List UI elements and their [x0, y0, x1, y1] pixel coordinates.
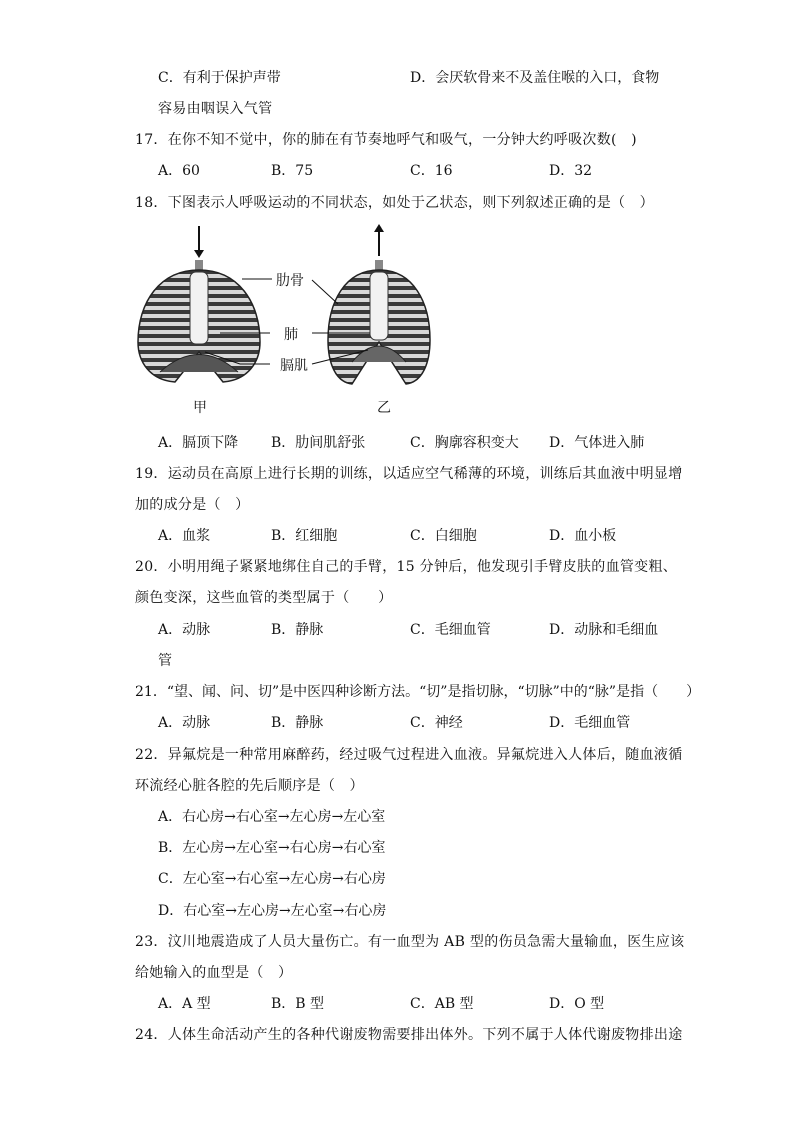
q16-option-c: C．有利于保护声带	[158, 70, 281, 86]
q16-option-d: D．会厌软骨来不及盖住喉的入口，食物	[410, 70, 660, 86]
q21-option-a: A．动脉	[158, 715, 211, 731]
q17-option-c: C．16	[410, 163, 453, 179]
q22-stem: 22．异氟烷是一种常用麻醉药，经过吸气过程进入血液。异氟烷进入人体后，随血液循	[135, 747, 683, 763]
q17-option-a: A．60	[158, 163, 200, 179]
q18-option-c: C．胸廓容积变大	[410, 435, 519, 451]
q17-stem: 17．在你不知不觉中，你的肺在有节奏地呼气和吸气，一分钟大约呼吸次数( )	[135, 132, 637, 148]
label-yi: 乙	[377, 400, 391, 416]
q21-option-b: B．静脉	[271, 715, 324, 731]
q23-stem-continued: 给她输入的血型是（ ）	[135, 965, 293, 981]
arrow-down-icon	[194, 226, 204, 258]
q21-option-d: D．毛细血管	[549, 715, 631, 731]
q16-option-d-continued: 容易由咽误入气管	[158, 101, 273, 117]
q20-option-c: C．毛细血管	[410, 622, 491, 638]
q22-stem-continued: 环流经心脏各腔的先后顺序是（ ）	[135, 778, 364, 794]
q20-stem: 20．小明用绳子紧紧地绑住自己的手臂，15 分钟后，他发现引手臂皮肤的血管变粗、	[135, 559, 678, 575]
q23-stem: 23．汶川地震造成了人员大量伤亡。有一血型为 AB 型的伤员急需大量输血，医生应该	[135, 934, 685, 950]
q23-option-a: A．A 型	[158, 996, 211, 1012]
arrow-up-icon	[374, 224, 384, 256]
q21-option-c: C．神经	[410, 715, 463, 731]
q20-stem-continued: 颜色变深，这些血管的类型属于（ ）	[135, 590, 393, 606]
q19-option-b: B．红细胞	[271, 528, 338, 544]
label-jia: 甲	[193, 400, 207, 416]
q18-option-a: A．膈顶下降	[158, 435, 239, 451]
q20-option-d: D．动脉和毛细血	[549, 622, 659, 638]
q17-option-d: D．32	[549, 163, 593, 179]
q19-option-a: A．血浆	[158, 528, 211, 544]
label-lung: 肺	[284, 327, 298, 343]
label-diaphragm: 膈肌	[280, 358, 308, 374]
q22-option-b: B．左心房→左心室→右心房→右心室	[158, 840, 386, 856]
q17-option-b: B．75	[271, 163, 314, 179]
q18-stem: 18．下图表示人呼吸运动的不同状态，如处于乙状态，则下列叙述正确的是（ ）	[135, 195, 654, 211]
q19-option-d: D．血小板	[549, 528, 617, 544]
q20-option-d-continued: 管	[158, 653, 173, 669]
q18-option-b: B．肋间肌舒张	[271, 435, 366, 451]
label-rib: 肋骨	[276, 273, 304, 289]
q23-option-b: B．B 型	[271, 996, 325, 1012]
q22-option-a: A．右心房→右心室→左心房→左心室	[158, 809, 386, 825]
q20-option-b: B．静脉	[271, 622, 324, 638]
q19-option-c: C．白细胞	[410, 528, 477, 544]
q18-option-d: D．气体进入肺	[549, 435, 645, 451]
q21-stem: 21．“望、闻、问、切”是中医四种诊断方法。“切”是指切脉，“切脉”中的“脉”是指（ ）	[135, 684, 701, 700]
q22-option-c: C．左心室→右心室→左心房→右心房	[158, 871, 386, 887]
q24-stem: 24．人体生命活动产生的各种代谢废物需要排出体外。下列不属于人体代谢废物排出途	[135, 1027, 683, 1043]
q22-option-d: D．右心室→左心房→左心室→右心房	[158, 903, 387, 919]
q23-option-d: D．O 型	[549, 996, 605, 1012]
q23-option-c: C．AB 型	[410, 996, 474, 1012]
q19-stem-continued: 加的成分是（ ）	[135, 497, 250, 513]
q19-stem: 19．运动员在高原上进行长期的训练，以适应空气稀薄的环境，训练后其血液中明显增	[135, 466, 683, 482]
q20-option-a: A．动脉	[158, 622, 211, 638]
ribcage-yi	[328, 260, 430, 384]
